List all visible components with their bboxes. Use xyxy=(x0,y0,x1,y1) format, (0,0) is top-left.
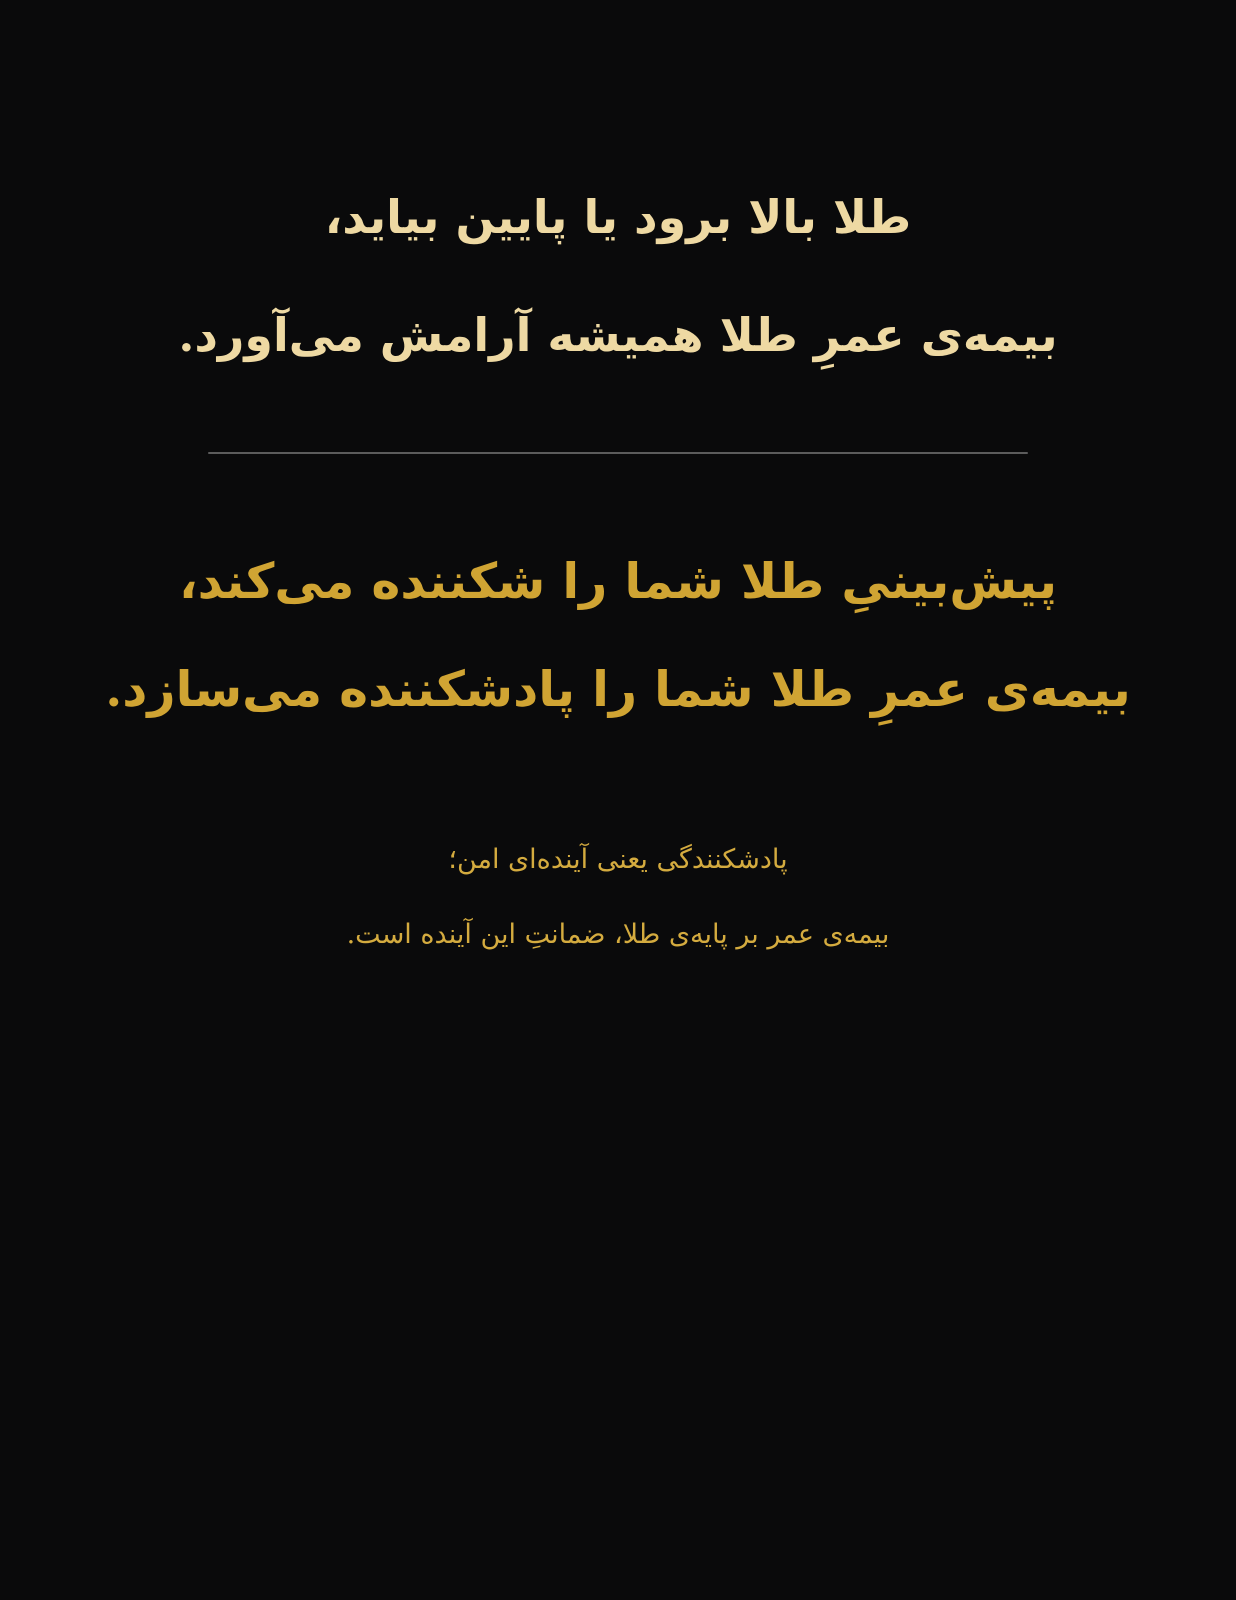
statement-line-2: بیمه‌ی عمرِ طلا شما را پادشکننده می‌سازد. xyxy=(105,660,1131,718)
footnote-line-2: بیمه‌ی عمر بر پایه‌ی طلا، ضمانتِ این آینده است. xyxy=(346,919,890,950)
footnote-line-1: پادشکنندگی یعنی آینده‌ای امن؛ xyxy=(448,844,788,875)
hero-line-2: بیمه‌ی عمرِ طلا همیشه آرامش می‌آورد. xyxy=(178,308,1058,362)
section-divider xyxy=(208,452,1028,454)
hero-line-1: طلا بالا برود یا پایین بیاید، xyxy=(324,190,912,244)
statement-line-1: پیش‌بینیِ طلا شما را شکننده می‌کند، xyxy=(179,552,1057,610)
